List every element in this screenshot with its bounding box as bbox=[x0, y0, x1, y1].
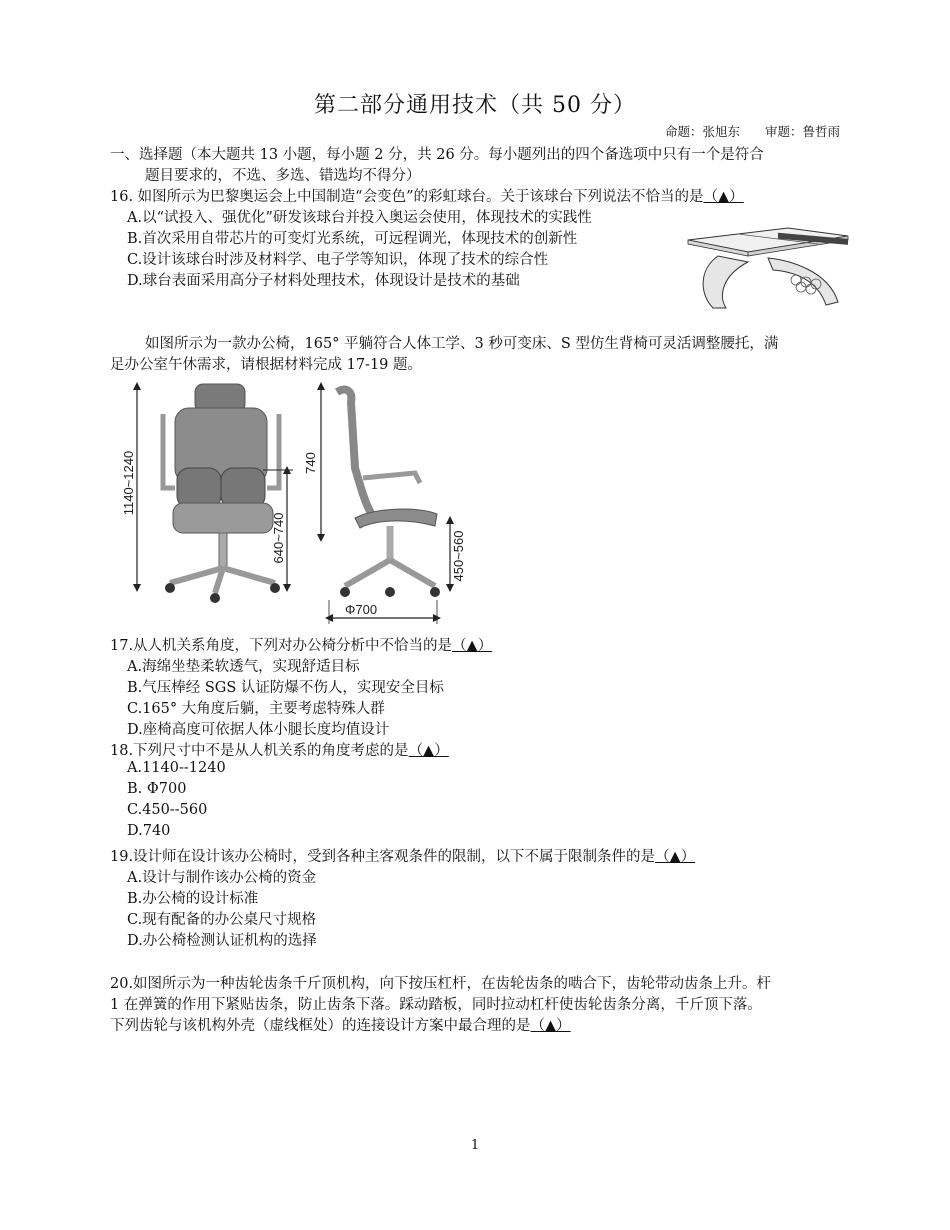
q16-option-b: B.首次采用自带芯片的可变灯光系统，可远程调光，体现技术的创新性 bbox=[127, 231, 578, 247]
q20-line1: 20.如图所示为一种齿轮齿条千斤顶机构，向下按压杠杆，在齿轮齿条的啮合下，齿轮带动齿条上升。杆 bbox=[110, 976, 772, 992]
q16-option-c: C.设计该球台时涉及材料学、电子学等知识，体现了技术的综合性 bbox=[127, 252, 549, 268]
q16-stem: 16. 如图所示为巴黎奥运会上中国制造“会变色”的彩虹球台。关于该球台下列说法不恰当的是（▲） bbox=[110, 189, 744, 205]
dim-height-total: 1140~1240 bbox=[121, 450, 136, 516]
dim-seat-side: 450~560 bbox=[451, 530, 466, 582]
q19-option-c: C.现有配备的办公桌尺寸规格 bbox=[127, 912, 317, 928]
dim-seat-height: 640~740 bbox=[271, 512, 286, 564]
q17-answer: （▲） bbox=[452, 638, 493, 654]
q17-stem: 17.从人机关系角度，下列对办公椅分析中不恰当的是（▲） bbox=[110, 638, 493, 654]
q17-option-c: C.165° 大角度后躺，主要考虑特殊人群 bbox=[127, 701, 385, 717]
q20-answer: （▲） bbox=[530, 1018, 571, 1034]
q19-answer: （▲） bbox=[655, 849, 696, 865]
q19-option-a: A.设计与制作该办公椅的资金 bbox=[127, 870, 317, 886]
q18-stem: 18.下列尺寸中不是从人机关系的角度考虑的是（▲） bbox=[110, 743, 449, 759]
author-info: 命题：张旭东 审题：鲁哲雨 bbox=[664, 124, 840, 139]
dim-base: Φ700 bbox=[345, 602, 378, 617]
office-chair-figure bbox=[115, 378, 475, 630]
dim-back-height: 740 bbox=[303, 452, 318, 474]
q19-stem: 19.设计师在设计该办公椅时，受到各种主客观条件的限制，以下不属于限制条件的是（▲） bbox=[110, 849, 696, 865]
ping-pong-table-figure bbox=[678, 210, 853, 312]
q20-line2: 1 在弹簧的作用下紧贴齿条，防止齿条下落。踩动踏板，同时拉动杠杆使齿轮齿条分离，千斤顶下落。 bbox=[110, 997, 762, 1013]
page-title: 第二部分通用技术（共 50 分） bbox=[314, 93, 636, 118]
section-heading-line1: 一、选择题（本大题共 13 小题，每小题 2 分，共 26 分。每小题列出的四个备选项中只有一个是符合 bbox=[110, 147, 764, 163]
q16-answer: （▲） bbox=[703, 189, 744, 205]
q18-answer: （▲） bbox=[408, 743, 449, 759]
q16-option-d: D.球台表面采用高分子材料处理技术，体现设计是技术的基础 bbox=[127, 273, 520, 289]
section-heading-line2: 题目要求的，不选、多选、错选均不得分） bbox=[145, 168, 421, 184]
material-line2: 足办公室午休需求，请根据材料完成 17-19 题。 bbox=[110, 357, 423, 373]
q18-option-d: D.740 bbox=[127, 823, 171, 839]
q17-option-d: D.座椅高度可依据人体小腿长度均值设计 bbox=[127, 722, 390, 738]
q18-option-c: C.450--560 bbox=[127, 802, 208, 818]
q17-option-b: B.气压棒经 SGS 认证防爆不伤人，实现安全目标 bbox=[127, 680, 444, 696]
q20-line3: 下列齿轮与该机构外壳（虚线框处）的连接设计方案中最合理的是（▲） bbox=[110, 1018, 571, 1034]
page-number: 1 bbox=[470, 1138, 480, 1153]
material-line1: 如图所示为一款办公椅，165° 平躺符合人体工学、3 秒可变床、S 型仿生背椅可灵活调整腰托，满 bbox=[145, 336, 779, 352]
q19-option-d: D.办公椅检测认证机构的选择 bbox=[127, 933, 317, 949]
q19-option-b: B.办公椅的设计标准 bbox=[127, 891, 259, 907]
q17-option-a: A.海绵坐垫柔软透气，实现舒适目标 bbox=[127, 659, 360, 675]
q16-option-a: A.以“试投入、强优化”研发该球台并投入奥运会使用，体现技术的实践性 bbox=[127, 210, 592, 226]
q18-option-a: A.1140--1240 bbox=[127, 760, 226, 776]
q18-option-b: B. Φ700 bbox=[127, 781, 187, 797]
